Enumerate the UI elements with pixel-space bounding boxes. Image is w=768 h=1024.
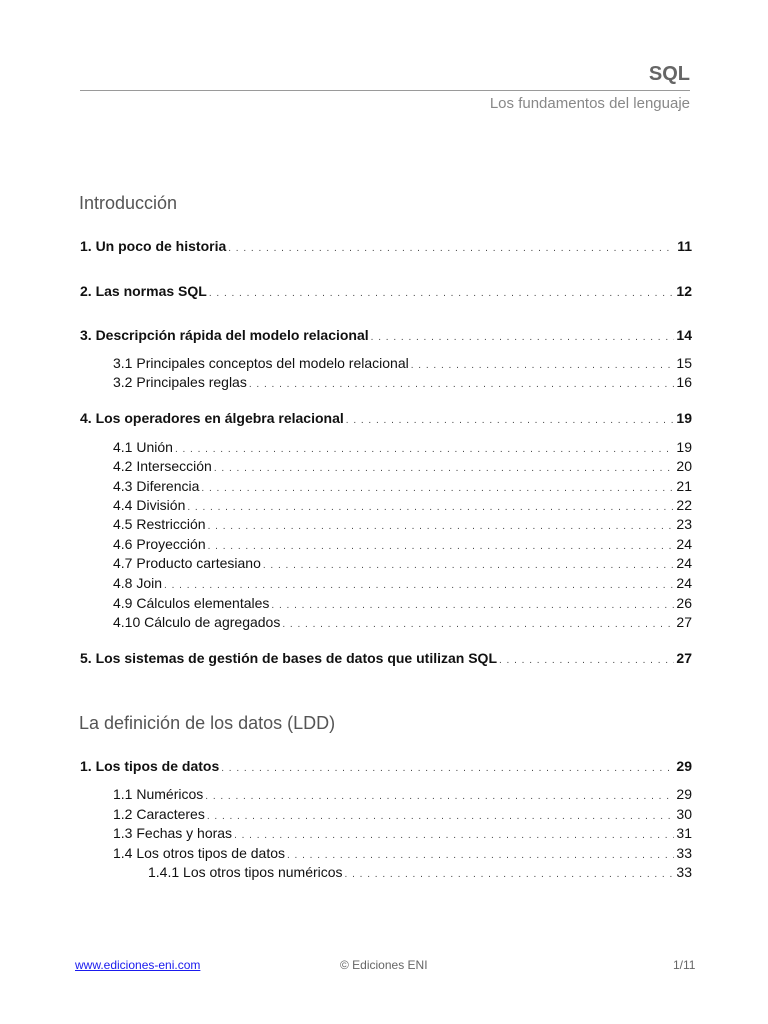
toc-entry-page: 29: [676, 758, 692, 774]
section-title-introduccion: Introducción: [79, 193, 178, 213]
toc-entry-label: 1.3 Fechas y horas: [113, 825, 233, 841]
toc-entry-page: 16: [676, 374, 692, 390]
toc-entry[interactable]: [113, 373, 692, 394]
toc-entry[interactable]: [80, 237, 692, 258]
section-title-ldd: La definición de los datos (LDD): [79, 713, 336, 733]
toc-entry-label: 3.1 Principales conceptos del modelo relacional: [113, 355, 409, 371]
toc-entry-page: 19: [676, 439, 692, 455]
toc-entry-label: 1.2 Caracteres: [113, 806, 205, 822]
header-divider: [80, 90, 690, 91]
toc-entry-page: 12: [676, 283, 692, 299]
toc-entry-label: 4.5 Restricción: [113, 516, 206, 532]
toc-entry[interactable]: [80, 649, 692, 670]
toc-entry-label: 5. Los sistemas de gestión de bases de datos que utilizan SQL: [80, 650, 497, 666]
toc-entry-page: 24: [676, 536, 692, 552]
toc-entry[interactable]: [113, 457, 692, 478]
toc-entry-page: 14: [676, 327, 692, 343]
document-title: SQL: [648, 63, 690, 85]
toc-entry[interactable]: [80, 326, 692, 347]
toc-entry-page: 22: [676, 497, 692, 513]
toc-entry-page: 24: [676, 575, 692, 591]
toc-entry-page: 33: [676, 845, 692, 861]
toc-entry-page: 20: [676, 458, 692, 474]
toc-entry-page: 19: [676, 410, 692, 426]
toc-entry-page: 11: [677, 238, 692, 254]
toc-entry[interactable]: [80, 757, 692, 778]
toc-entry[interactable]: [80, 409, 692, 430]
toc-entry[interactable]: [148, 863, 692, 884]
toc-entry-label: 4.4 División: [113, 497, 186, 513]
page-indicator: 1/11: [673, 958, 696, 972]
toc-entry-page: 29: [676, 786, 692, 802]
toc-entry[interactable]: [113, 535, 692, 556]
toc-entry-label: 1.1 Numéricos: [113, 786, 204, 802]
toc-entry-label: 1.4 Los otros tipos de datos: [113, 845, 285, 861]
toc-entry-page: 26: [676, 595, 692, 611]
document-subtitle: Los fundamentos del lenguaje: [489, 95, 690, 112]
toc-entry[interactable]: [113, 844, 692, 865]
toc-entry[interactable]: [113, 496, 692, 517]
toc-entry-page: 27: [676, 614, 692, 630]
toc-entry[interactable]: [80, 282, 692, 303]
toc-entry[interactable]: [113, 594, 692, 615]
toc-entry[interactable]: [113, 438, 692, 459]
toc-entry[interactable]: [113, 613, 692, 634]
toc-entry-label: 4.3 Diferencia: [113, 478, 200, 494]
toc-entry-label: 4. Los operadores en álgebra relacional: [80, 410, 344, 426]
toc-entry-label: 4.7 Producto cartesiano: [113, 555, 261, 571]
toc-entry[interactable]: [113, 785, 692, 806]
toc-entry-label: 1.4.1 Los otros tipos numéricos: [148, 864, 343, 880]
document-header: [80, 60, 690, 112]
toc-entry[interactable]: [113, 515, 692, 536]
toc-entry[interactable]: [113, 477, 692, 498]
toc-entry-label: 1. Un poco de historia: [80, 238, 227, 254]
toc-entry-page: 23: [676, 516, 692, 532]
toc-entry[interactable]: [113, 554, 692, 575]
toc-entry-label: 4.2 Intersección: [113, 458, 212, 474]
toc-entry-label: 1. Los tipos de datos: [80, 758, 220, 774]
copyright-text: © Ediciones ENI: [340, 958, 428, 972]
toc-entry-page: 21: [676, 478, 692, 494]
toc-entry[interactable]: [113, 354, 692, 375]
toc-entry-label: 4.10 Cálculo de agregados: [113, 614, 281, 630]
toc-entry-label: 3. Descripción rápida del modelo relacional: [80, 327, 369, 343]
toc-entry-label: 4.6 Proyección: [113, 536, 206, 552]
toc-entry-label: 4.9 Cálculos elementales: [113, 595, 270, 611]
website-link[interactable]: www.ediciones-eni.com: [75, 958, 201, 972]
toc-entry-page: 30: [676, 806, 692, 822]
toc-entry-label: 4.1 Unión: [113, 439, 173, 455]
toc-entry-page: 31: [676, 825, 692, 841]
toc-entry[interactable]: [113, 824, 692, 845]
toc-entry-page: 27: [676, 650, 692, 666]
toc-entry-page: 15: [676, 355, 692, 371]
toc-entry-label: 2. Las normas SQL: [80, 283, 207, 299]
toc-entry[interactable]: [113, 805, 692, 826]
toc-entry[interactable]: [113, 574, 692, 595]
toc-entry-label: 3.2 Principales reglas: [113, 374, 247, 390]
toc-entry-page: 24: [676, 555, 692, 571]
toc-entry-page: 33: [676, 864, 692, 880]
toc-entry-label: 4.8 Join: [113, 575, 163, 591]
